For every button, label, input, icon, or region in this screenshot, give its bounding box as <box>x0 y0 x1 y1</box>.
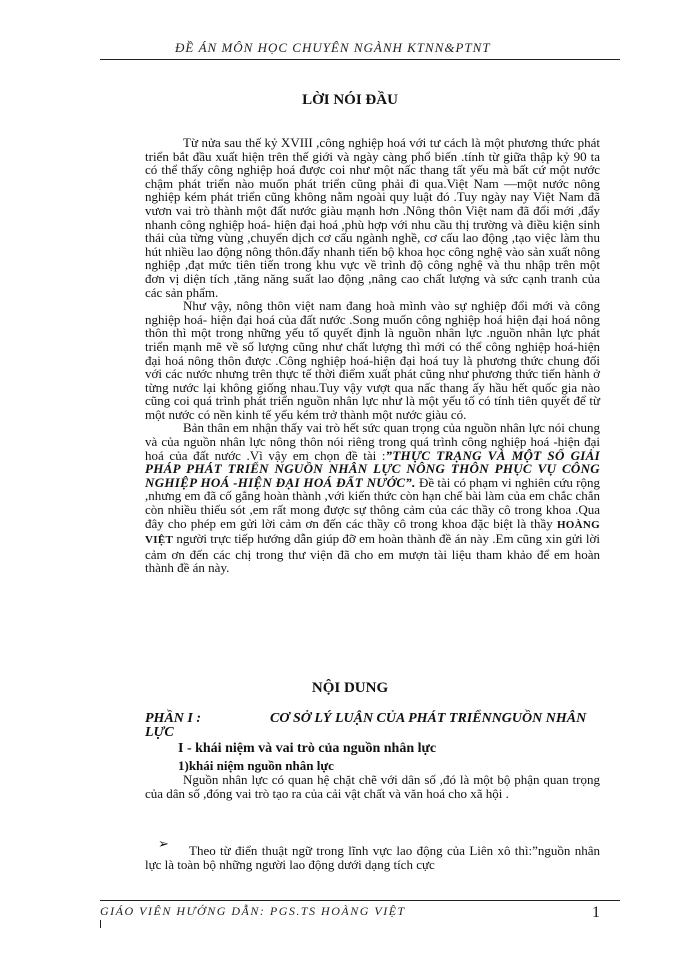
footer-tick <box>100 920 101 928</box>
paragraph: Theo từ điển thuật ngữ trong lĩnh vực lao động của Liên xô thì:”nguồn nhân lực là toàn bộ những người lao động dưới dạng tích cực <box>145 843 600 872</box>
part-title: CƠ SỞ LÝ LUẬN CỦA PHÁT TRIỂNNGUỒN NHÂN LỰC <box>145 711 587 740</box>
part-label: PHẦN I : <box>145 711 201 726</box>
section-heading: I - khái niệm và vai trò của nguồn nhân lực <box>178 741 437 756</box>
thesis-topic: ”THỰC TRẠNG VÀ MỘT SỐ GIẢI PHÁP PHÁT TRIỂN NGUỒN NHÂN LỰC NÔNG THÔN PHỤC VỤ CÔNG NGHIỆP HOÁ -HIỆN ĐẠI HOÁ ĐẤT NƯỚC”. <box>145 447 600 490</box>
part-heading <box>145 712 605 740</box>
page-header: ĐỀ ÁN MÔN HỌC CHUYÊN NGÀNH KTNN&PTNT <box>175 40 491 55</box>
advisor-name: HOÀNG VIỆT <box>145 518 600 547</box>
paragraph: Từ nửa sau thế kỷ XVIII ,công nghiệp hoá với tư cách là một phương thức phát triển bắt đầu xuất hiện trên thế giới và ngày càng phổ biến .tính từ giữa thập kỷ 90 ta có thể thấy công nghiệp hoá được coi như một nấc thang tất yếu mà bất cứ một nước chậm phát triển nào muốn phát triển cũng phải đi qua.Việt Nam —một nước nông nghiệp kém phát triển cũng không nằm ngoài quy luật đó .Tuy ngày nay Việt Nam đã vươn vai trò thành một đất nước giàu mạnh hơn .Nông thôn Việt nam đã đổi mới ,đẩy nhanh công nghiệp hoá- hiện đại hoá ,phù hợp với nhu cầu thị trường và điều kiện sinh thái của từng vùng ,chuyển dịch cơ cấu ngành nghề, cơ cấu lao động ,tạo việc làm thu hút nhiều lao động nông thôn.đẩy nhanh tiến bộ khoa học công nghệ vào sản xuất nông nghiệp ,đạt mức tiên tiến trong khu vực về trình độ công nghệ và thu nhập trên một đơn vị diện tích ,tăng năng suất lao động ,nâng cao chất lượng và sức cạnh tranh của các sản phẩm. <box>145 135 600 300</box>
content-title: NỘI DUNG <box>311 680 389 696</box>
quote-paragraph <box>145 844 600 872</box>
subsection-heading: 1)khái niệm nguồn nhân lực <box>178 758 334 773</box>
preface-title: LỜI NÓI ĐẦU <box>302 92 398 108</box>
preface-body <box>145 136 600 575</box>
paragraph: Như vậy, nông thôn việt nam đang hoà mình vào sự nghiệp đổi mới và công nghiệp hoá- hiện đại hoá của đất nước .Song muốn công nghiệp hoá hiện đại hoá nông thôn thì một trong những yếu tố quyết định là nguồn nhân lực .nguồn nhân lực phát triển mạnh mẽ về số lượng cũng như chất lượng thì mới có thể công nghiệp hoá-hiện đại hoá nông thôn được .Công nghiệp hoá-hiện đại hoá tuy là phương thức chung đối với các nước nhưng trên thực tế thời điểm xuất phát cũng như phương thức tiến hành ở từng nước lại không giống nhau.Tuy vậy vượt qua nấc thang ấy hầu hết quốc gia nào cũng coi quá trình phát triển nguồn nhân lực như là một yếu tố có tính tiên quyết để từ một nước có nền kinh tế yếu kém trở thành một nước giàu có. <box>145 298 600 422</box>
definition-paragraph <box>145 773 600 801</box>
paragraph-text: người trực tiếp hướng dẫn giúp đỡ em hoàn thành đề án này .Em cũng xin gửi lời cảm ơn đến các chị trong thư viện đã cho em mượn tài liệu tham khảo để em hoàn thành đề án này. <box>145 531 600 576</box>
footer-rule <box>100 900 620 901</box>
paragraph-text: Đề tài có phạm vi nghiên cứu rộng ,nhưng em đã cố gắng hoàn thành ,với kiến thức còn hạn chế bài làm của em chắc chắn còn nhiều thiếu sót ,em rất mong được sự thông cảm của các thầy cô trong khoa .Qua đây cho phép em gửi lời cảm ơn đến các thầy cô trong khoa đặc biệt là thầy <box>145 474 600 531</box>
paragraph-text: Bản thân em nhận thấy vai trò hết sức quan trọng của nguồn nhân lực nói chung và của nguồn nhân lực nông thôn nói riêng trong quá trình công nghiệp hoá -hiện đại hoá của đất nước .Vì vậy em chọn đề tài : <box>145 420 600 463</box>
page-footer: GIÁO VIÊN HƯỚNG DẪN: PGS.TS HOÀNG VIỆT <box>100 904 406 918</box>
arrow-bullet-icon: ➢ <box>158 836 169 851</box>
page-number: 1 <box>592 904 600 921</box>
paragraph <box>145 421 600 575</box>
paragraph: Nguồn nhân lực có quan hệ chặt chẽ với dân số ,đó là một bộ phận quan trọng của dân số ,đóng vai trò tạo ra của cải vật chất và văn hoá cho xã hội . <box>145 772 600 801</box>
header-rule <box>100 59 620 60</box>
